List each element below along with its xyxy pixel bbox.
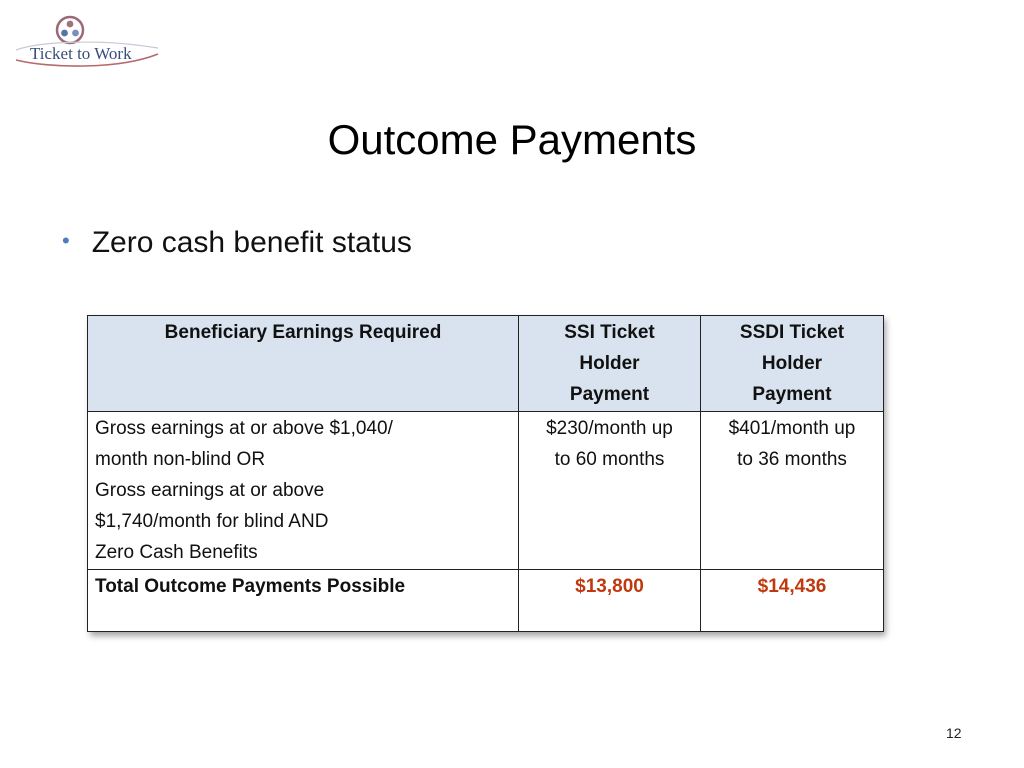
earnings-line: $1,740/month for blind AND <box>95 511 329 532</box>
header-ssi-payment <box>519 316 701 412</box>
ssdi-total-amount: $14,436 <box>757 576 827 597</box>
table-header-row <box>88 316 884 412</box>
header-ssdi-line: SSDI Ticket <box>739 322 845 343</box>
ssdi-payment-line: $401/month up <box>728 418 856 439</box>
table-row-total <box>88 570 884 632</box>
earnings-line: Zero Cash Benefits <box>95 542 258 563</box>
logo-text: Ticket to Work <box>30 44 132 63</box>
header-beneficiary-earnings-label: Beneficiary Earnings Required <box>164 322 442 343</box>
header-ssi-line: Payment <box>569 384 650 405</box>
ssi-total-cell <box>519 570 701 632</box>
ssi-payment-cell <box>519 412 701 570</box>
earnings-line: Gross earnings at or above $1,040/ <box>95 418 393 439</box>
ssi-payment-line: $230/month up <box>546 418 673 439</box>
bullet-text: Zero cash benefit status <box>91 226 412 259</box>
ticket-to-work-logo <box>8 8 168 70</box>
page-number: 12 <box>946 725 962 741</box>
bullet-dot-icon: • <box>62 228 70 253</box>
header-ssdi-line: Payment <box>752 384 832 405</box>
earnings-line: month non-blind OR <box>95 449 266 470</box>
bullet-item <box>62 226 412 260</box>
header-ssdi-payment <box>701 316 884 412</box>
header-ssi-line: Holder <box>579 353 640 374</box>
total-label-cell <box>88 570 519 632</box>
header-ssdi-line: Holder <box>761 353 823 374</box>
ssi-total-amount: $13,800 <box>575 576 644 597</box>
outcome-payments-table <box>87 315 883 632</box>
ssdi-total-cell <box>701 570 884 632</box>
ssi-payment-line: to 60 months <box>554 449 665 470</box>
header-ssi-line: SSI Ticket <box>564 322 655 343</box>
ssdi-payment-line: to 36 months <box>737 449 847 470</box>
earnings-requirement-cell <box>88 412 519 570</box>
total-label: Total Outcome Payments Possible <box>95 576 406 597</box>
slide-title: Outcome Payments <box>327 116 697 163</box>
earnings-line: Gross earnings at or above <box>95 480 325 501</box>
header-beneficiary-earnings <box>88 316 519 412</box>
table-row <box>88 412 884 570</box>
ssdi-payment-cell <box>701 412 884 570</box>
